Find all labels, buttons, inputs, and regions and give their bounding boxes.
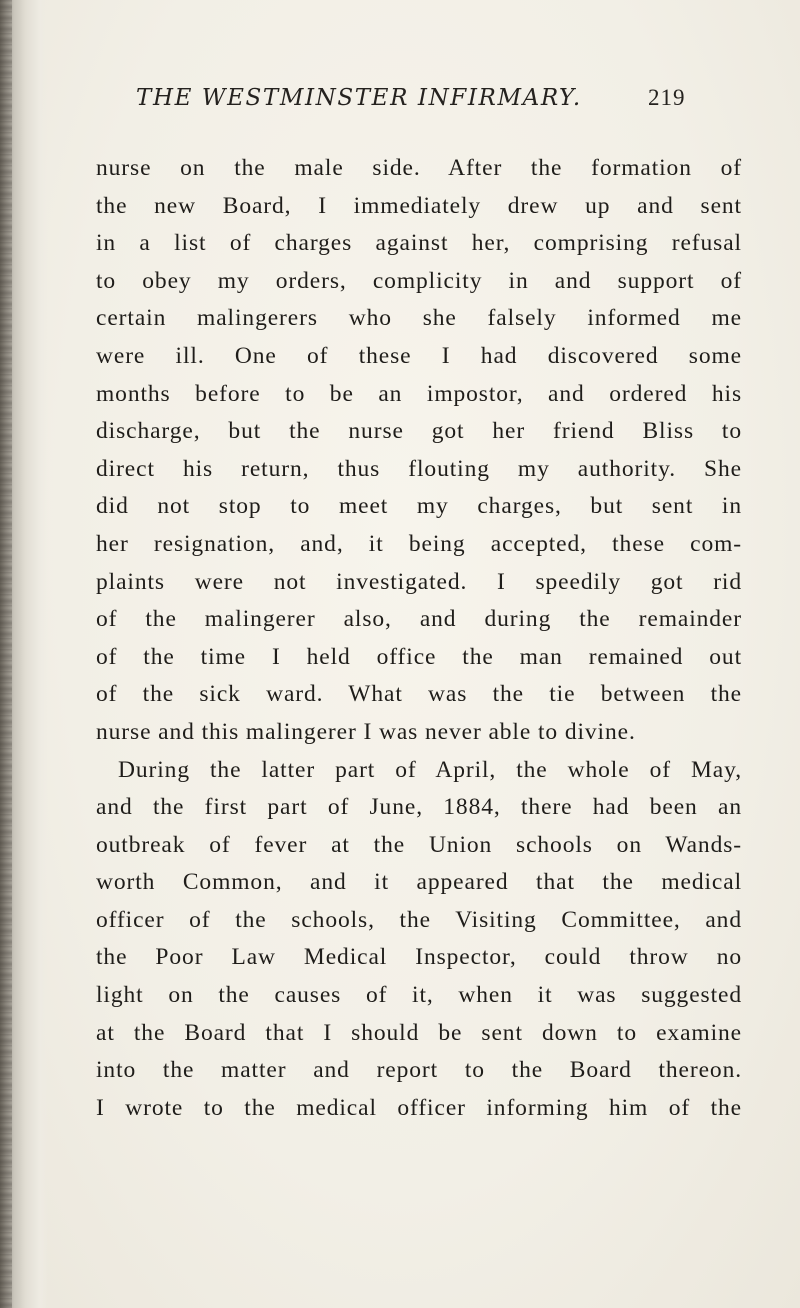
text-line: discharge, but the nurse got her friend Bliss to [96,418,742,445]
text-line: the Poor Law Medical Inspector, could throw no [96,944,742,971]
text-line: were ill. One of these I had discovered some [96,342,742,369]
text-line: and the first part of June, 1884, there had been an [96,794,742,821]
text-line: During the latter part of April, the whole of May, [118,756,742,783]
text-line: did not stop to meet my charges, but sent in [96,493,742,520]
text-line: into the matter and report to the Board thereon. [96,1057,742,1084]
page-header [0,85,800,125]
body-text [96,150,742,1127]
text-line: certain malingerers who she falsely informed me [96,305,742,332]
text-line: months before to be an impostor, and ordered his [96,380,742,407]
text-line: light on the causes of it, when it was suggested [96,982,742,1009]
text-line: nurse on the male side. After the formation of [96,155,742,181]
text-line: plaints were not investigated. I speedily got rid [96,568,742,595]
text-line: direct his return, thus flouting my authority. She [96,455,742,482]
text-line: officer of the schools, the Visiting Committee, and [96,906,742,933]
text-line: outbreak of fever at the Union schools on Wands- [96,831,742,858]
text-line: of the sick ward. What was the tie between the [96,681,742,708]
text-line: nurse and this malingerer I was never able to divine. [96,718,636,745]
text-line: at the Board that I should be sent down to examine [96,1019,742,1046]
running-title: THE WESTMINSTER INFIRMARY. [136,85,582,111]
text-line: to obey my orders, complicity in and support of [96,267,742,294]
text-line: worth Common, and it appeared that the medical [96,869,742,896]
text-line: of the malingerer also, and during the remainder [96,606,742,633]
text-line: the new Board, I immediately drew up and sent [96,192,742,219]
text-line: in a list of charges against her, comprising refusal [96,230,742,257]
text-line: of the time I held office the man remained out [96,643,742,670]
text-line: I wrote to the medical officer informing him of the [96,1094,742,1121]
page-number: 219 [648,85,686,110]
text-line: her resignation, and, it being accepted, these com- [96,530,742,557]
gutter-shadow [0,0,12,1308]
